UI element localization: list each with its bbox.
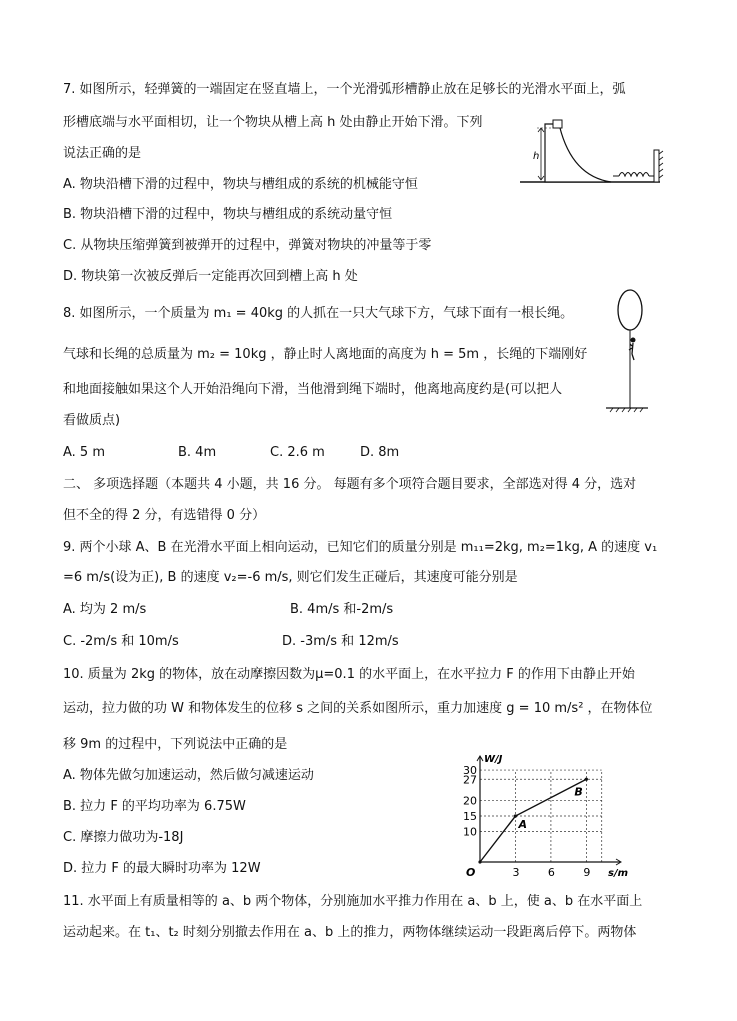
data-point — [585, 778, 588, 781]
q8-option-b: B. 4m — [178, 445, 217, 460]
q8-option-a: A. 5 m — [63, 445, 105, 460]
y-tick-label: 10 — [463, 825, 477, 839]
q11-line-2: 运动起来。在 t₁、t₂ 时刻分别撤去作用在 a、b 上的推力，两物体继续运动一段距离后停下。两物体 — [63, 925, 637, 940]
q10-option-c: C. 摩擦力做功为-18J — [63, 830, 184, 845]
y-tick-label: 20 — [463, 794, 477, 808]
x-tick-label: 3 — [512, 866, 520, 879]
q9-option-c: C. -2m/s 和 10m/s — [63, 634, 179, 649]
point-label: A — [518, 818, 527, 832]
data-point — [478, 860, 481, 863]
x-tick-label: 6 — [547, 866, 555, 879]
q8-line-4: 看做质点) — [63, 413, 121, 428]
q11-line-1: 11. 水平面上有质量相等的 a、b 两个物体，分别施加水平推力作用在 a、b 上，使 a、b 在水平面上 — [63, 894, 643, 909]
q8-option-d: D. 8m — [360, 445, 400, 460]
q7-line-1: 7. 如图所示，轻弹簧的一端固定在竖直墙上，一个光滑弧形槽静止放在足够长的光滑水平面上，弧 — [63, 82, 626, 97]
q9-line-2: =6 m/s(设为正), B 的速度 v₂=-6 m/s, 则它们发生正碰后，其速度可能分别是 — [63, 570, 518, 585]
arc-slot — [545, 124, 611, 182]
q7-line-3: 说法正确的是 — [63, 146, 142, 161]
series-line — [480, 779, 586, 862]
q9-line-1: 9. 两个小球 A、B 在光滑水平面上相向运动，已知它们的质量分别是 m₁₁=2kg, m₂=1kg, A 的速度 v₁ — [63, 540, 658, 555]
q7-line-2: 形槽底端与水平面相切，让一个物块从槽上高 h 处由静止开始下滑。下列 — [63, 115, 483, 130]
section2-line-2: 但不全的得 2 分，有选错得 0 分） — [63, 508, 266, 523]
q7-figure — [515, 118, 665, 190]
spring — [619, 173, 649, 177]
q10-work-displacement-chart — [448, 752, 633, 882]
q7-option-d: D. 物块第一次被反弹后一定能再次回到槽上高 h 处 — [63, 269, 358, 284]
origin-label: O — [466, 866, 476, 879]
person-head — [631, 338, 636, 343]
q10-option-a: A. 物体先做匀加速运动，然后做匀减速运动 — [63, 768, 314, 783]
h-label: h — [533, 151, 540, 162]
q10-line-3: 移 9m 的过程中，下列说法中正确的是 — [63, 737, 288, 752]
x-axis-label: s/m — [608, 868, 629, 879]
y-axis-label: W/J — [484, 754, 503, 765]
y-tick-label: 27 — [463, 773, 477, 787]
q8-figure — [602, 288, 650, 416]
y-tick-label: 30 — [463, 764, 477, 778]
point-label: B — [574, 785, 583, 799]
balloon — [618, 290, 642, 330]
q8-line-1: 8. 如图所示，一个质量为 m₁ = 40kg 的人抓在一只大气球下方，气球下面有一根长绳。 — [63, 306, 574, 321]
q7-option-a: A. 物块沿槽下滑的过程中，物块与槽组成的系统的机械能守恒 — [63, 177, 418, 192]
q8-option-c: C. 2.6 m — [270, 445, 325, 460]
q9-option-b: B. 4m/s 和-2m/s — [290, 602, 394, 617]
q10-line-2: 运动，拉力做的功 W 和物体发生的位移 s 之间的关系如图所示，重力加速度 g = 10 m/s² ，在物体位 — [63, 701, 653, 716]
q7-option-b: B. 物块沿槽下滑的过程中，物块与槽组成的系统动量守恒 — [63, 207, 393, 222]
q8-line-3: 和地面接触如果这个人开始沿绳向下滑，当他滑到绳下端时，他离地高度约是(可以把人 — [63, 382, 563, 397]
q9-option-a: A. 均为 2 m/s — [63, 602, 147, 617]
q8-line-2: 气球和长绳的总质量为 m₂ = 10kg ，静止时人离地面的高度为 h = 5m ，长绳的下端刚好 — [63, 347, 588, 362]
q10-line-1: 10. 质量为 2kg 的物体，放在动摩擦因数为μ=0.1 的水平面上，在水平拉力 F 的作用下由静止开始 — [63, 667, 635, 682]
wall — [654, 150, 659, 182]
q7-option-c: C. 从物块压缩弹簧到被弹开的过程中，弹簧对物块的冲量等于零 — [63, 238, 432, 253]
q10-option-d: D. 拉力 F 的最大瞬时功率为 12W — [63, 861, 261, 876]
block — [553, 120, 562, 128]
q10-option-b: B. 拉力 F 的平均功率为 6.75W — [63, 799, 246, 814]
section2-line-1: 二、 多项选择题（本题共 4 小题，共 16 分。 每题有多个项符合题目要求，全部选对得 4 分，选对 — [63, 477, 637, 492]
y-tick-label: 15 — [463, 810, 477, 824]
data-point — [514, 814, 517, 817]
q9-option-d: D. -3m/s 和 12m/s — [282, 634, 399, 649]
x-tick-label: 9 — [583, 866, 591, 879]
